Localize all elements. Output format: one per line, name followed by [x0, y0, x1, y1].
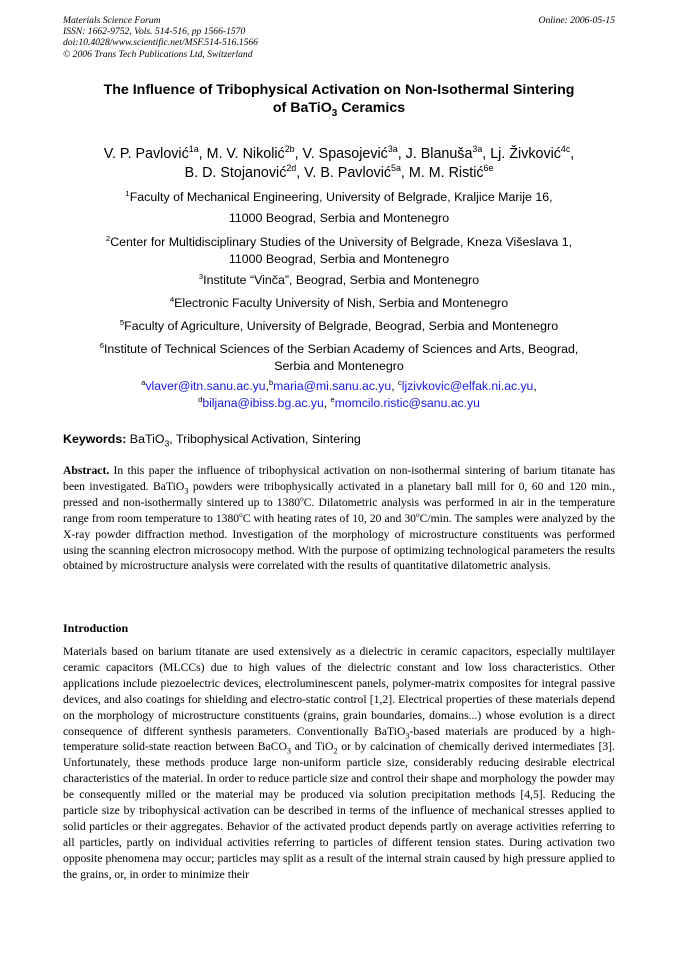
- introduction-paragraph: Materials based on barium titanate are used extensively as a dielectric in ceramic capacitors, especially multilayer ceramic capacitors (MLCCs) due to high values of the dielectric constant and low loss characteristics. Other applications include piezoelectric devices, electroluminescent panels, polymer-matrix composites for integral passive devices, and also coatings for shielding and electro-static control [1,2]. Electrical properties of these materials depend on the morphology of microstructure constituents (grains, grain boundaries, domains...) whose evolution is a direct consequence of different synthesis parameters. Conventionally BaTiO$_3$-based materials are produced by a high-temperature solid-state reaction between BaCO$_3$ and TiO$_2$ or by calcination of chemically derived intermediates [3]. Unfortunately, these methods produce large non-uniform particle size, considerably reducing desirable electrical characteristics of the material. In order to reduce particle size and control their shape and morphology the powder may be consequently milled or the material may be produced via solution precipitation methods [4,5]. Reducing the particle size by tribophysical activation can be described in terms of the influence of mechanical stresses applied to solid particles or their aggregates. Behavior of the activated product depends partly on average activities referring to all particles, partly on individual activities referring to particles of different tension states. During activation two opposite phenomena may occur; particles may split as a result of the internal strain caused by high pressure applied to the grains, or, in order to minimize their: [63, 645, 616, 881]
- paper-title: [63, 81, 615, 117]
- author: M. V. Nikolić$^{2b}$,: [206, 144, 303, 162]
- author-list: [40, 145, 638, 183]
- email-link[interactable]: vlaver@itn.sanu.ac.yu: [145, 379, 266, 393]
- author: B. D. Stojanović$^{2d}$,: [184, 163, 305, 181]
- introduction-heading: Introduction: [63, 621, 129, 635]
- author: J. Blanuša$^{3a}$,: [405, 144, 491, 162]
- affiliation-3: $^3$Institute “Vinča”, Beograd, Serbia and Montenegro: [198, 271, 480, 287]
- email-link[interactable]: momcilo.ristic@sanu.ac.yu: [334, 395, 480, 410]
- affiliation-2: $^2$Center for Multidisciplinary Studies of the University of Belgrade, Kneza Višeslava 1, 11000 Beograd, Serbia and Montenegro: [105, 233, 573, 266]
- author: V. B. Pavlović$^{5a}$,: [304, 163, 409, 181]
- affiliation-4: $^4$Electronic Faculty University of Nish, Serbia and Montenegro: [169, 294, 509, 310]
- doi-line[interactable]: doi:10.4028/www.scientific.net/MSF.514-516.1566: [63, 37, 258, 49]
- email-list: $^a$vlaver@itn.sanu.ac.yu,$^b$maria@mi.sanu.ac.yu, $^c$ljzivkovic@elfak.ni.ac.yu, $^d$biljana@ibiss.bg.ac.yu, $^e$momcilo.ristic@sanu.ac.yu: [141, 377, 537, 410]
- keywords-label: Keywords:: [63, 432, 127, 446]
- email-link[interactable]: ljzivkovic@elfak.ni.ac.yu: [401, 379, 534, 393]
- journal-header: [63, 15, 615, 60]
- keywords-line: Keywords: BaTiO$_3$, Tribophysical Activation, Sintering: [63, 432, 361, 449]
- title-line-1: The Influence of Tribophysical Activation on Non-Isothermal Sintering: [103, 82, 575, 98]
- author: V. P. Pavlović$^{1a}$,: [103, 144, 207, 162]
- abstract-paragraph: Abstract. In this paper the influence of tribophysical activation on non-isothermal sintering of barium titanate has been investigated. BaTiO$_3$ powders were tribophysically activated in a planetary ball mill for 0, 60 and 120 min., pressed and non-isothermally sintered up to 1380$^o$C. Dilatometric analysis was performed in air in the temperature range from room temperature to 1380$^o$C with heating rates of 10, 20 and 30$^o$C/min. The samples were analyzed by the X-ray powder diffraction method. Investigation of the morphology of microstructure constituents was performed using the scanning electron microsocopy method. With the purpose of optimizing technological parameters the results obtained by microstructure analysis were correlated with the results of quantitative dilatometric analysis.: [63, 464, 616, 573]
- affiliation-6: $^6$Institute of Technical Sciences of the Serbian Academy of Sciences and Arts, Beograd, Serbia and Montenegro: [99, 340, 579, 373]
- author: V. Spasojević$^{3a}$,: [302, 144, 406, 162]
- copyright-line: © 2006 Trans Tech Publications Ltd, Switzerland: [63, 48, 253, 60]
- abstract-label: Abstract.: [63, 464, 110, 477]
- issn-line: ISSN: 1662-9752, Vols. 514-516, pp 1566-1570: [63, 26, 246, 38]
- affiliation-5: $^5$Faculty of Agriculture, University of Belgrade, Beograd, Serbia and Montenegro: [119, 317, 559, 333]
- author: Lj. Živković$^{4c}$,: [490, 144, 575, 162]
- email-link[interactable]: biljana@ibiss.bg.ac.yu: [202, 395, 324, 410]
- affiliation-1: $^1$Faculty of Mechanical Engineering, University of Belgrade, Kraljice Marije 16, 11000 Beograd, Serbia and Montenegro: [125, 188, 553, 225]
- email-link[interactable]: maria@mi.sanu.ac.yu: [273, 379, 392, 393]
- journal-name: Materials Science Forum: [63, 15, 161, 26]
- online-date: Online: 2006-05-15: [538, 15, 615, 26]
- title-line-2: of BaTiO$_3$ Ceramics: [272, 100, 406, 119]
- author: M. M. Ristić$^{6e}$: [408, 163, 494, 181]
